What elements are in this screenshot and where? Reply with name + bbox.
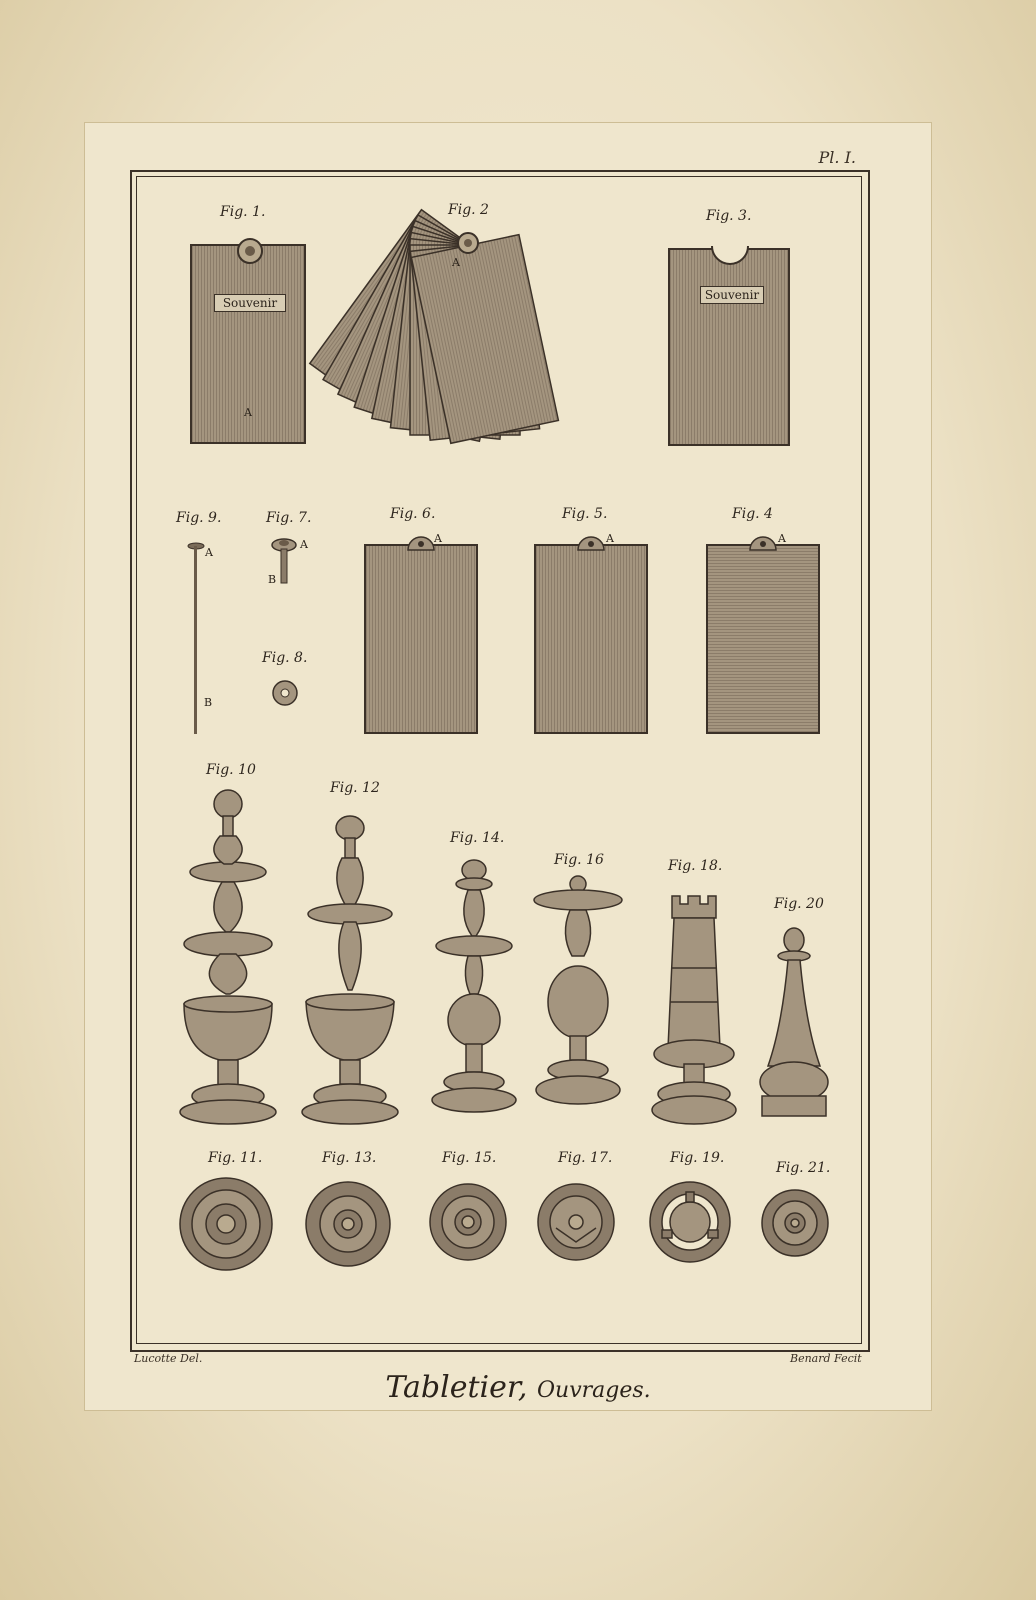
fig-14-label: Fig. 14. xyxy=(450,830,505,846)
fig-4-tab xyxy=(748,530,778,552)
fig-5-tab xyxy=(576,530,606,552)
fig-12-label: Fig. 12 xyxy=(330,780,380,796)
fig-9-pin xyxy=(186,540,206,736)
fig-7-letter-b: B xyxy=(268,573,277,586)
fig-6-label: Fig. 6. xyxy=(390,506,436,522)
fig-6-tab xyxy=(406,530,436,552)
fig-3-notch xyxy=(710,244,750,268)
fig-9-label: Fig. 9. xyxy=(176,510,222,526)
fig-19-top-view xyxy=(648,1180,732,1264)
plate-number: Pl. I. xyxy=(818,148,856,167)
fig-1-letter-a: A xyxy=(244,406,252,419)
fig-18-label: Fig. 18. xyxy=(668,858,723,874)
fig-1-tablet xyxy=(190,244,306,444)
fig-12-queen xyxy=(300,810,400,1132)
fig-21-label: Fig. 21. xyxy=(776,1160,831,1176)
fig-3-label: Fig. 3. xyxy=(706,208,752,224)
fig-1-souvenir: Souvenir xyxy=(214,294,286,312)
fig-16-label: Fig. 16 xyxy=(554,852,604,868)
fig-5-label: Fig. 5. xyxy=(562,506,608,522)
fig-4-tablet xyxy=(706,544,820,734)
fig-13-top-view xyxy=(304,1180,392,1268)
fig-11-top-view xyxy=(178,1176,274,1272)
fig-7-label: Fig. 7. xyxy=(266,510,312,526)
fig-5-tablet xyxy=(534,544,648,734)
fig-6-letter-a: A xyxy=(434,532,442,545)
fig-21-top-view xyxy=(760,1188,830,1258)
fig-2-letter-a: A xyxy=(452,256,460,269)
fig-10-king xyxy=(176,782,280,1132)
fig-18-rook xyxy=(646,888,742,1134)
fig-20-label: Fig. 20 xyxy=(774,896,824,912)
fig-4-label: Fig. 4 xyxy=(732,506,773,522)
credit-drawn: Lucotte Del. xyxy=(134,1352,203,1365)
fig-5-letter-a: A xyxy=(606,532,614,545)
fig-2-fanned-tablets xyxy=(350,225,610,445)
plate-title xyxy=(0,1370,1036,1405)
fig-1-pivot xyxy=(235,236,265,266)
fig-20-pawn xyxy=(756,926,832,1136)
fig-19-label: Fig. 19. xyxy=(670,1150,725,1166)
fig-17-top-view xyxy=(536,1182,616,1262)
fig-6-tablet xyxy=(364,544,478,734)
fig-14-bishop xyxy=(428,856,520,1136)
fig-13-label: Fig. 13. xyxy=(322,1150,377,1166)
fig-9-letter-a: A xyxy=(205,546,213,559)
fig-17-label: Fig. 17. xyxy=(558,1150,613,1166)
fig-9-letter-b: B xyxy=(204,696,213,709)
fig-10-label: Fig. 10 xyxy=(206,762,256,778)
fig-1-label: Fig. 1. xyxy=(220,204,266,220)
fig-7-letter-a: A xyxy=(300,538,308,551)
fig-8-label: Fig. 8. xyxy=(262,650,308,666)
fig-15-top-view xyxy=(428,1182,508,1262)
credit-engraved: Benard Fecit xyxy=(790,1352,862,1365)
fig-3-case xyxy=(668,248,790,446)
fig-4-letter-a: A xyxy=(778,532,786,545)
fig-8-washer xyxy=(270,678,300,708)
fig-11-label: Fig. 11. xyxy=(208,1150,263,1166)
plate-title-sub: Ouvrages. xyxy=(537,1378,651,1403)
fig-3-souvenir: Souvenir xyxy=(700,286,764,304)
fig-15-label: Fig. 15. xyxy=(442,1150,497,1166)
fig-16-knight xyxy=(530,874,626,1134)
fig-2-label: Fig. 2 xyxy=(448,202,489,218)
plate-title-main: Tabletier, xyxy=(385,1370,528,1405)
